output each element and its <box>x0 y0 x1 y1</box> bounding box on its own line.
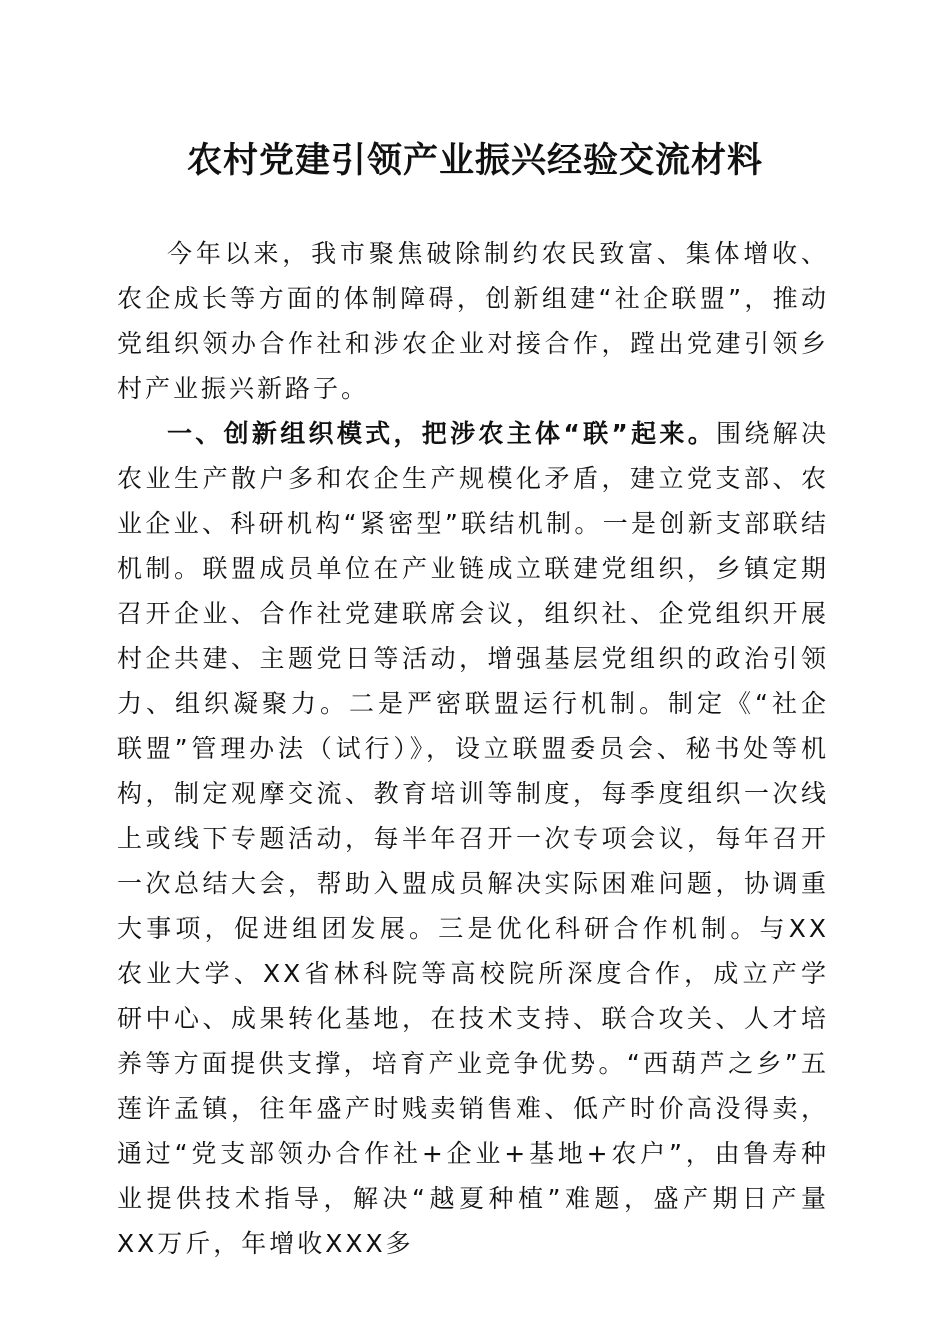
section-1-paragraph <box>117 411 829 1266</box>
document-body <box>117 231 829 1266</box>
section-1-heading: 一、创新组织模式，把涉农主体“联”起来。 <box>167 419 717 448</box>
intro-paragraph: 今年以来，我市聚焦破除制约农民致富、集体增收、农企成长等方面的体制障碍，创新组建“社企联盟”，推动党组织领办合作社和涉农企业对接合作，蹚出党建引领乡村产业振兴新路子。 <box>117 239 829 403</box>
document-title: 农村党建引领产业振兴经验交流材料 <box>186 140 763 181</box>
section-1-body: 围绕解决农业生产散户多和农企生产规模化矛盾，建立党支部、农业企业、科研机构“紧密型”联结机制。一是创新支部联结机制。联盟成员单位在产业链成立联建党组织，乡镇定期召开企业、合作社党建联席会议，组织社、企党组织开展村企共建、主题党日等活动，增强基层党组织的政治引领力、组织凝聚力。二是严密联盟运行机制。制定《“社企联盟”管理办法（试行）》，设立联盟委员会、秘书处等机构，制定观摩交流、教育培训等制度，每季度组织一次线上或线下专题活动，每半年召开一次专项会议，每年召开一次总结大会，帮助入盟成员解决实际困难问题，协调重大事项，促进组团发展。三是优化科研合作机制。与XX农业大学、XX省林科院等高校院所深度合作，成立产学研中心、成果转化基地，在技术支持、联合攻关、人才培养等方面提供支撑，培育产业竞争优势。“西葫芦之乡”五莲许孟镇，往年盛产时贱卖销售难、低产时价高没得卖，通过“党支部领办合作社+企业+基地+农户”，由鲁寿种业提供技术指导，解决“越夏种植”难题，盛产期日产量XX万斤，年增收XXX多 <box>117 419 829 1258</box>
